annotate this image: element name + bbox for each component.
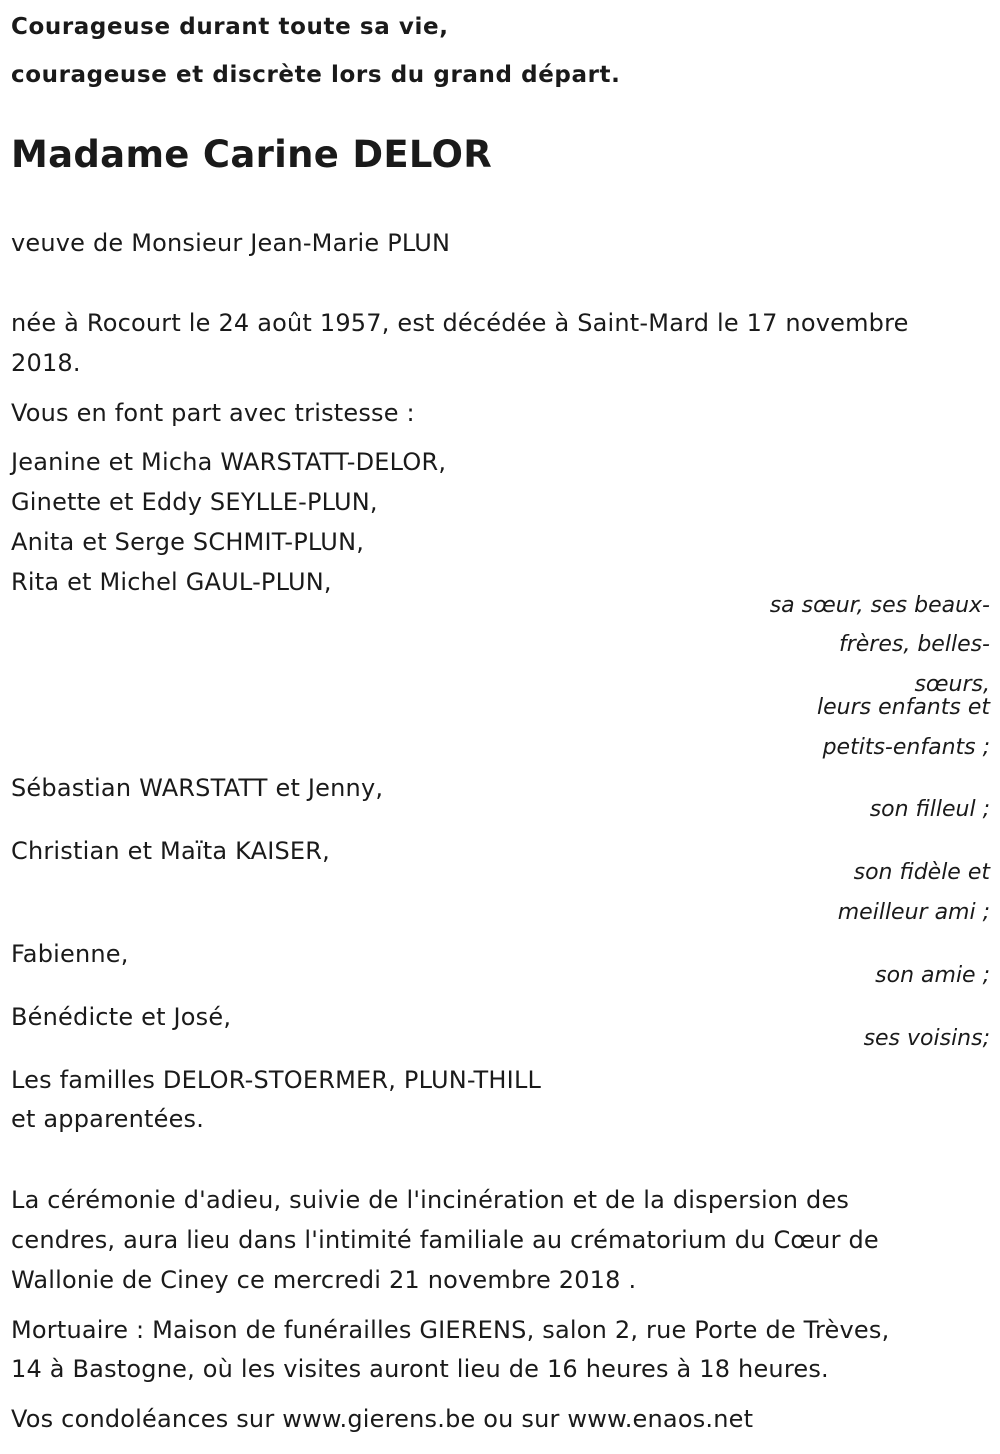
epigraph-line-1: Courageuse durant toute sa vie, (11, 14, 449, 40)
relation-text: petits-enfants ; (822, 735, 990, 760)
friend: Christian et Maïta KAISER, (11, 837, 330, 865)
families-line-1: Les familles DELOR-STOERMER, PLUN-THILL (11, 1066, 542, 1094)
widow-of: veuve de Monsieur Jean-Marie PLUN (11, 229, 451, 257)
relation-text: sa sœur, ses beaux- (769, 593, 990, 618)
godson-relation: son filleul ; (869, 797, 990, 822)
birth-death-line-2: 2018. (11, 349, 81, 377)
ceremony-line: La cérémonie d'adieu, suivie de l'incinération et de la dispersion des (11, 1186, 850, 1214)
girlfriend-relation: son amie ; (875, 963, 990, 988)
ceremony-line: Wallonie de Ciney ce mercredi 21 novembre 2018 . (11, 1266, 637, 1294)
friend-relation: son fidèle et (853, 860, 990, 885)
birth-death-line-1: née à Rocourt le 24 août 1957, est décédée à Saint-Mard le 17 novembre (11, 309, 909, 337)
epigraph-line-2: courageuse et discrète lors du grand départ. (11, 62, 621, 88)
family-member: Ginette et Eddy SEYLLE-PLUN, (11, 488, 378, 516)
godson: Sébastian WARSTATT et Jenny, (11, 774, 384, 802)
condolences: Vos condoléances sur www.gierens.be ou sur www.enaos.net (11, 1405, 754, 1433)
relation-text: leurs enfants et (817, 695, 990, 720)
neighbours: Bénédicte et José, (11, 1003, 232, 1031)
neighbours-relation: ses voisins; (863, 1026, 990, 1051)
mortuary-line: Mortuaire : Maison de funérailles GIERENS, salon 2, rue Porte de Trèves, (11, 1316, 890, 1344)
family-member: Anita et Serge SCHMIT-PLUN, (11, 528, 365, 556)
mortuary-line: 14 à Bastogne, où les visites auront lieu de 16 heures à 18 heures. (11, 1355, 829, 1383)
friend-relation: meilleur ami ; (837, 900, 990, 925)
girlfriend: Fabienne, (11, 940, 129, 968)
families-line-2: et apparentées. (11, 1105, 205, 1133)
deceased-name: Madame Carine DELOR (11, 133, 493, 176)
ceremony-line: cendres, aura lieu dans l'intimité familiale au crématorium du Cœur de (11, 1226, 879, 1254)
announcement: Vous en font part avec tristesse : (11, 399, 415, 427)
relation-text: frères, belles- (838, 632, 990, 657)
family-member: Rita et Michel GAUL-PLUN, (11, 568, 332, 596)
relation-text: sœurs, (914, 672, 990, 697)
family-member: Jeanine et Micha WARSTATT-DELOR, (11, 448, 447, 476)
